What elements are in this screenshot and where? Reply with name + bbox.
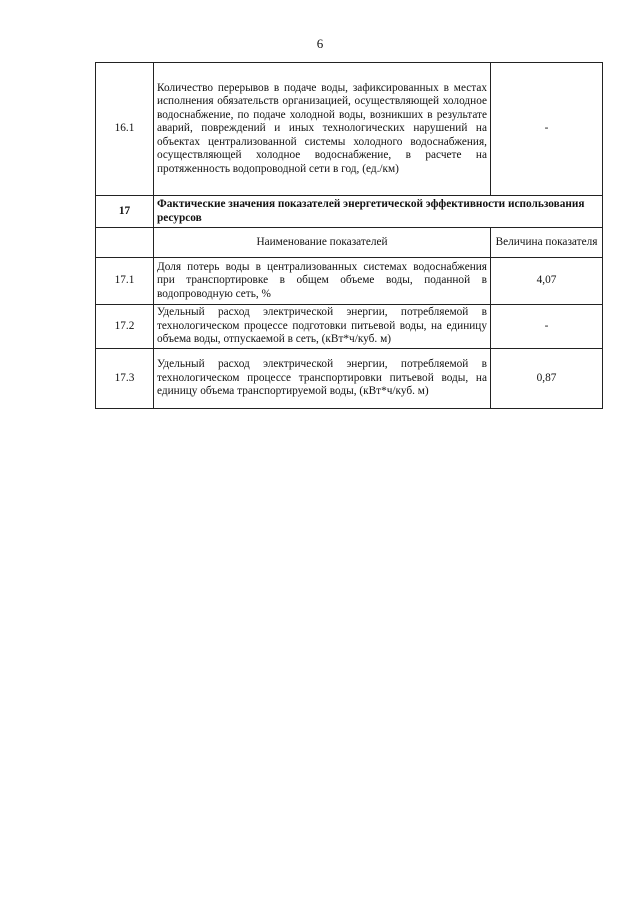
row-value: - [491, 63, 603, 196]
table-row-17-2 [96, 305, 603, 349]
section-title: Фактические значения показателей энергетической эффективности использования ресурсов [154, 196, 603, 228]
row-description: Удельный расход электрической энергии, потребляемой в технологическом процессе транспортировки питьевой воды, на единицу объема транспортируемой воды, (кВт*ч/куб. м) [154, 349, 491, 409]
row-value: - [491, 305, 603, 349]
column-header-row [96, 228, 603, 258]
row-description: Количество перерывов в подаче воды, зафиксированных в местах исполнения обязательств организацией, осуществляющей холодное водоснабжение, по подаче холодной воды, возникших в результате аварий, повреждений и иных технологических нарушений на объектах централизованной системы холодного водоснабжения, осуществляющей холодное водоснабжение, в расчете на протяженность водопроводной сети в год, (ед./км) [154, 63, 491, 196]
section-17-header [96, 196, 603, 228]
row-description: Доля потерь воды в централизованных системах водоснабжения при транспортировке в общем объеме воды, поданной в водопроводную сеть, % [154, 258, 491, 305]
row-value: 0,87 [491, 349, 603, 409]
page-number: 6 [316, 36, 324, 51]
table-row-17-1 [96, 258, 603, 305]
row-description: Удельный расход электрической энергии, потребляемой в технологическом процессе подготовки питьевой воды, на единицу объема воды, отпускаемой в сеть, (кВт*ч/куб. м) [154, 305, 491, 349]
section-number: 17 [96, 196, 154, 228]
row-value: 4,07 [491, 258, 603, 305]
row-number: 16.1 [96, 63, 154, 196]
row-number: 17.2 [96, 305, 154, 349]
table-row-16-1 [96, 63, 603, 196]
row-number: 17.3 [96, 349, 154, 409]
row-number: 17.1 [96, 258, 154, 305]
indicators-table [95, 62, 603, 409]
header-empty-cell [96, 228, 154, 258]
column-header-name: Наименование показателей [154, 228, 491, 258]
table-row-17-3 [96, 349, 603, 409]
column-header-value: Величина показателя [491, 228, 603, 258]
